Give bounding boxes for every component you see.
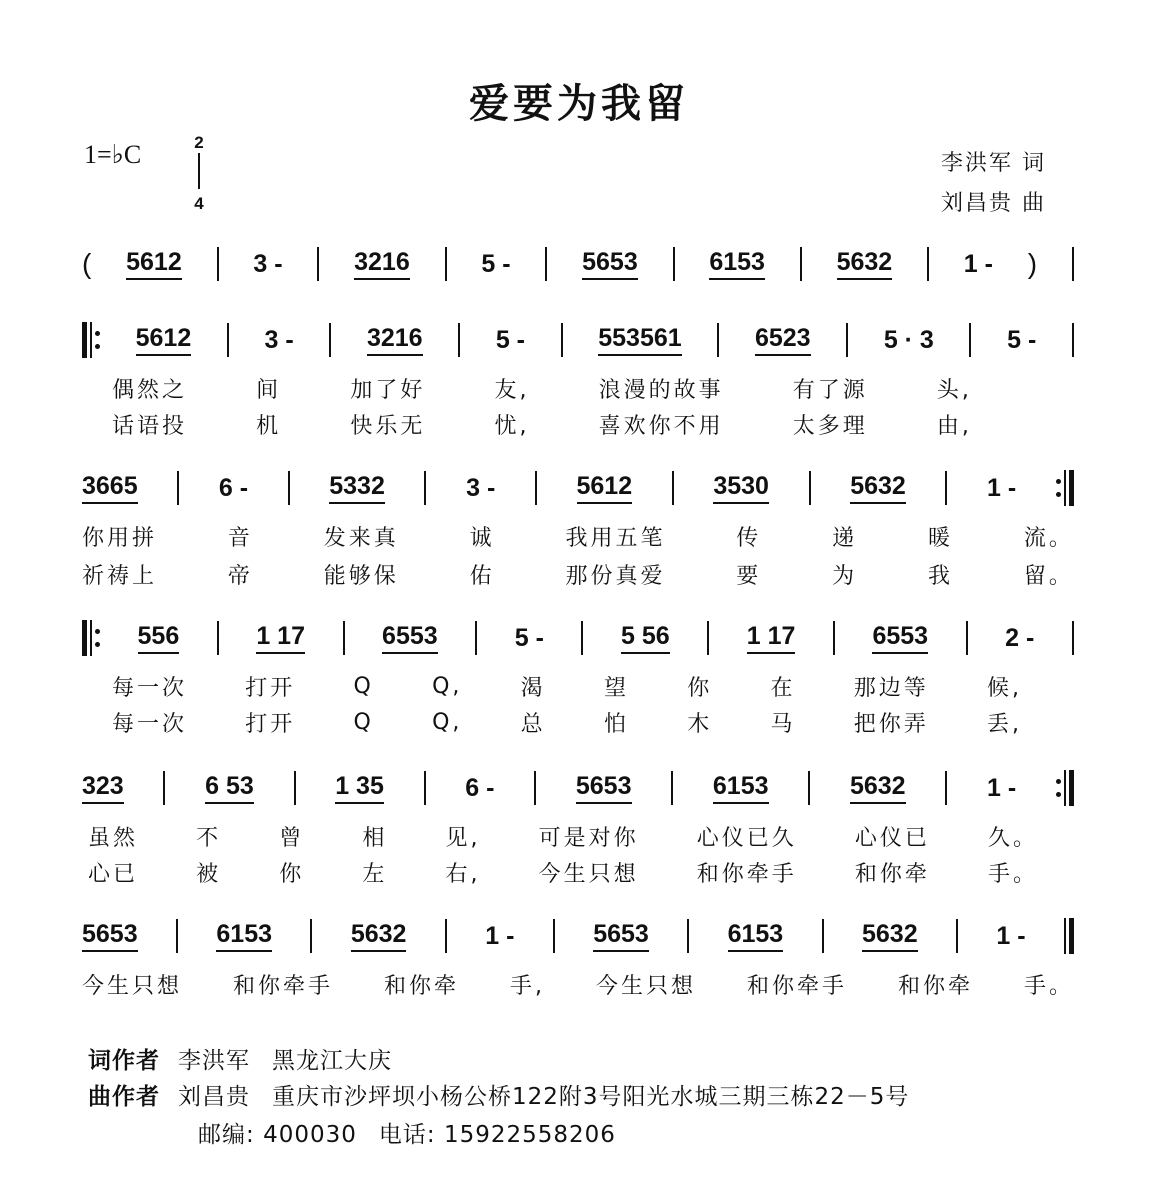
key-signature: 1=♭C [84, 140, 142, 169]
note-group: 5653 [82, 920, 138, 952]
lyric: 和你牵手 [233, 973, 334, 999]
note-group: 5612 [577, 472, 633, 504]
note-group: 5632 [351, 920, 407, 952]
lyric: 木 [687, 711, 713, 737]
bar-line [176, 919, 178, 953]
lyric: 相 [362, 825, 388, 851]
bar-line [424, 771, 426, 805]
lyric: 音 [227, 525, 253, 551]
note-group: 5653 [593, 920, 649, 952]
lyrics-line-4b [82, 706, 1022, 738]
lyricist-place: 黑龙江大庆 [272, 1048, 392, 1074]
music-line-5 [82, 766, 1074, 810]
repeat-start [82, 620, 100, 656]
composer-address: 重庆市沙坪坝小杨公桥122附3号阳光水城三期三栋22－5号 [272, 1084, 910, 1110]
postcode: 400030 [263, 1122, 357, 1148]
lyric: 总 [520, 711, 546, 737]
note-group: ) [1027, 248, 1038, 279]
note-group: 5 · 3 [883, 325, 934, 354]
bar-line [808, 771, 810, 805]
bar-line [217, 621, 219, 655]
lyric: Q [353, 709, 374, 735]
note-group: 5 - [514, 623, 544, 652]
bar-line [445, 247, 447, 281]
lyric: 快乐无 [350, 413, 426, 439]
lyric: 喜欢你不用 [598, 413, 724, 439]
bar-line [294, 771, 296, 805]
page-title: 爱要为我留 [469, 80, 689, 127]
music-line-4 [82, 616, 1074, 660]
note-group: 323 [82, 772, 124, 804]
composer-name: 刘昌贵 [178, 1084, 250, 1110]
note-group: ( [82, 248, 92, 279]
note-group: 1 17 [747, 622, 796, 654]
phone: 15922558206 [443, 1122, 616, 1148]
bar-line [809, 471, 811, 505]
lyric: 和你牵 [897, 973, 973, 999]
lyric: 把你弄 [853, 711, 929, 737]
contact-info [198, 1116, 616, 1149]
lyrics-line-6 [82, 968, 1074, 1000]
lyric: 手。 [987, 861, 1038, 887]
lyric: 机 [256, 413, 282, 439]
final-barline [1064, 918, 1074, 954]
bar-line [535, 471, 537, 505]
lyric: 由, [936, 413, 972, 439]
note-group: 5612 [126, 248, 182, 280]
music-line-6 [82, 914, 1074, 958]
bar-line [1072, 621, 1074, 655]
bar-line [673, 247, 675, 281]
lyric: 曾 [279, 825, 305, 851]
bar-line [687, 919, 689, 953]
lyric: 心仪已久 [696, 825, 797, 851]
note-group: 6 53 [205, 772, 254, 804]
composer-info [88, 1078, 909, 1111]
lyric: 偶然之 [112, 377, 188, 403]
lyric: 可是对你 [538, 825, 639, 851]
bar-line [707, 621, 709, 655]
lyric: 渴 [520, 675, 546, 701]
time-signature-top: 2 [194, 133, 204, 152]
lyric: 你用拼 [82, 525, 158, 551]
lyric: 我用五笔 [565, 525, 666, 551]
lyric: 头, [936, 377, 972, 403]
bar-line [672, 471, 674, 505]
bar-line [956, 919, 958, 953]
lyric: 虽然 [88, 825, 139, 851]
bar-line [671, 771, 673, 805]
note-group: 5632 [850, 772, 906, 804]
lyric: 我 [928, 563, 954, 589]
bar-line [800, 247, 802, 281]
lyric: 见, [445, 825, 481, 851]
bar-line [969, 323, 971, 357]
lyric: 流。 [1023, 525, 1074, 551]
bar-line [475, 621, 477, 655]
phone-label: 电话: [378, 1122, 436, 1148]
bar-line [822, 919, 824, 953]
lyric: 心已 [88, 861, 139, 887]
note-group: 1 - [986, 773, 1017, 802]
note-group: 3216 [354, 248, 410, 280]
note-group: 1 35 [335, 772, 384, 804]
time-signature-bottom: 4 [194, 194, 204, 213]
note-group: 3 - [264, 325, 294, 354]
bar-line [945, 471, 947, 505]
lyric: 久。 [987, 825, 1038, 851]
lyric: Q, [432, 673, 463, 699]
lyrics-line-5b [82, 856, 1038, 888]
lyric: 马 [770, 711, 796, 737]
lyric: Q, [432, 709, 463, 735]
bar-line [317, 247, 319, 281]
lyricist-info [88, 1042, 392, 1075]
lyric: 每一次 [112, 711, 188, 737]
lyric: 为 [832, 563, 858, 589]
note-group: 6 - [218, 473, 249, 502]
note-group: 5 - [1007, 325, 1037, 354]
note-group: 6523 [755, 324, 811, 356]
note-group: 3 - [466, 473, 496, 502]
lyric: 右, [445, 861, 481, 887]
note-group: 3216 [367, 324, 423, 356]
bar-line [833, 621, 835, 655]
note-group: 5 - [481, 249, 511, 278]
note-group: 6553 [382, 622, 438, 654]
note-group: 553561 [598, 324, 681, 356]
bar-line [424, 471, 426, 505]
bar-line [545, 247, 547, 281]
time-signature [190, 133, 208, 213]
note-group: 5 56 [621, 622, 670, 654]
lyric: 每一次 [112, 675, 188, 701]
lyric: 加了好 [350, 377, 426, 403]
lyric: 那份真爱 [565, 563, 666, 589]
note-group: 2 - [1005, 623, 1035, 652]
lyric: 祈祷上 [82, 563, 158, 589]
lyric: 怕 [603, 711, 629, 737]
lyric: 那边等 [853, 675, 929, 701]
lyric: 递 [832, 525, 858, 551]
bar-line [217, 247, 219, 281]
lyric: 候, [987, 675, 1022, 701]
bar-line [227, 323, 229, 357]
composer-credit: 刘昌贵 曲 [941, 191, 1046, 216]
bar-line [581, 621, 583, 655]
lyric: 浪漫的故事 [598, 377, 724, 403]
music-line-3 [82, 466, 1074, 510]
bar-line [846, 323, 848, 357]
music-line-2 [82, 318, 1074, 362]
lyric: 手, [510, 973, 545, 999]
lyricist-credit: 李洪军 词 [941, 151, 1046, 176]
lyric: 帝 [227, 563, 253, 589]
note-group: 5332 [329, 472, 385, 504]
lyrics-line-3a [82, 520, 1074, 552]
note-group: 5632 [850, 472, 906, 504]
lyric: 今生只想 [538, 861, 639, 887]
lyric: 能够保 [323, 563, 399, 589]
bar-line [553, 919, 555, 953]
note-group: 6153 [216, 920, 272, 952]
bar-line [310, 919, 312, 953]
lyric: 你 [687, 675, 713, 701]
lyric: 丢, [987, 711, 1022, 737]
bar-line [163, 771, 165, 805]
lyric: 诚 [469, 525, 495, 551]
lyric: 友, [494, 377, 530, 403]
lyric: 被 [196, 861, 222, 887]
note-group: 3 - [253, 249, 283, 278]
note-group: 5632 [862, 920, 918, 952]
note-group: 6553 [872, 622, 928, 654]
lyric: 忧, [494, 413, 530, 439]
lyric: 话语投 [112, 413, 188, 439]
repeat-end [1056, 770, 1074, 806]
lyrics-line-4a [82, 670, 1022, 702]
lyric: Q [353, 673, 374, 699]
lyric: 望 [603, 675, 629, 701]
bar-line [288, 471, 290, 505]
lyric: 和你牵 [384, 973, 460, 999]
bar-line [343, 621, 345, 655]
lyric: 心仪已 [854, 825, 930, 851]
repeat-start [82, 322, 100, 358]
lyrics-line-3b [82, 558, 1074, 590]
lyric: 今生只想 [595, 973, 696, 999]
note-group: 1 - [987, 473, 1017, 502]
lyricist-label: 词作者 [88, 1048, 160, 1074]
bar-line [561, 323, 563, 357]
music-line-1 [82, 242, 1074, 286]
lyric: 佑 [469, 563, 495, 589]
lyrics-line-5a [82, 820, 1038, 852]
note-group: 1 - [996, 921, 1026, 950]
lyric: 今生只想 [82, 973, 183, 999]
lyrics-line-2b [82, 408, 972, 440]
note-group: 6153 [728, 920, 784, 952]
note-group: 5612 [136, 324, 192, 356]
bar-line [534, 771, 536, 805]
lyric: 太多理 [792, 413, 868, 439]
lyric: 间 [256, 377, 282, 403]
lyric: 要 [736, 563, 762, 589]
note-group: 5632 [837, 248, 893, 280]
note-group: 5653 [576, 772, 632, 804]
postcode-label: 邮编: [198, 1122, 255, 1148]
bar-line [717, 323, 719, 357]
note-group: 5 - [495, 325, 525, 354]
bar-line [966, 621, 968, 655]
lyric: 不 [196, 825, 222, 851]
note-group: 556 [138, 622, 180, 654]
lyric: 有了源 [792, 377, 868, 403]
lyric: 暖 [928, 525, 954, 551]
lyric: 发来真 [323, 525, 399, 551]
bar-line [1072, 247, 1074, 281]
note-group: 6153 [713, 772, 769, 804]
bar-line [177, 471, 179, 505]
lyric: 你 [279, 861, 305, 887]
lyric: 左 [362, 861, 388, 887]
note-group: 5653 [582, 248, 638, 280]
bar-line [445, 919, 447, 953]
lyrics-line-2a [82, 372, 972, 404]
note-group: 1 17 [256, 622, 305, 654]
note-group: 1 - [963, 249, 993, 278]
lyric: 和你牵手 [746, 973, 847, 999]
lyric: 和你牵 [854, 861, 930, 887]
lyric: 留。 [1023, 563, 1074, 589]
lyric: 手。 [1023, 973, 1074, 999]
note-group: 3665 [82, 472, 138, 504]
note-group: 6153 [709, 248, 765, 280]
bar-line [329, 323, 331, 357]
bar-line [945, 771, 947, 805]
bar-line [927, 247, 929, 281]
lyric: 在 [770, 675, 796, 701]
lyric: 传 [736, 525, 762, 551]
note-group: 1 - [485, 921, 515, 950]
lyricist-name: 李洪军 [178, 1048, 250, 1074]
bar-line [1072, 323, 1074, 357]
bar-line [458, 323, 460, 357]
lyric: 打开 [245, 711, 296, 737]
lyric: 打开 [245, 675, 296, 701]
repeat-end [1056, 470, 1074, 506]
lyric: 和你牵手 [696, 861, 797, 887]
composer-label: 曲作者 [88, 1084, 160, 1110]
note-group: 3530 [713, 472, 769, 504]
note-group: 6 - [465, 773, 495, 802]
